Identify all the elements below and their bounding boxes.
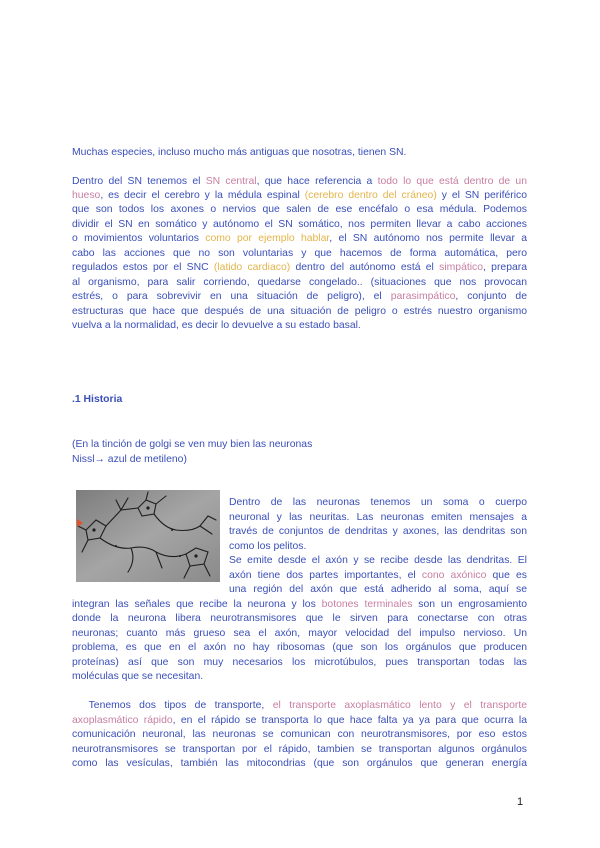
text: integran las señales que recibe la neurona y los [72, 599, 322, 610]
section-heading: .1 Historia [72, 394, 123, 405]
para1-line-2 [72, 189, 527, 204]
para3-line-3: comunicación neuronal, las neuronas se comunican con neurotransmisores, por eso estos [72, 729, 527, 740]
text: regulados estos por el SNC [72, 262, 214, 273]
para2-line-8 [72, 598, 527, 613]
para2-line-12: proteínas) así que son muy necesarios los microtúbulos, pues transportan todas las [72, 657, 527, 668]
highlight: simpático [439, 262, 484, 273]
para2-line-10: neuronas; cuanto más grueso sea el axón, mayor velocidad del impulso nervioso. Un [72, 628, 527, 639]
highlight: botones terminales [321, 599, 413, 610]
highlight: hueso [72, 190, 101, 201]
text: que es [486, 570, 527, 581]
text: o movimientos voluntarios [72, 233, 206, 244]
page-number: 1 [517, 796, 524, 808]
neuron-sketch-icon [76, 490, 220, 582]
para3-line-4: neurotransmisores se transportan por el rápido, tambien se transportan algunos orgánulos [72, 744, 527, 755]
para2-line-5: Se emite desde el axón y se recibe desde las dendritas. El [229, 555, 527, 566]
text: nos permite llevar a [419, 233, 527, 244]
text: dividir el SN en somático y autónomo el [72, 219, 279, 230]
highlight: parasimpático [390, 291, 456, 302]
para3-line-2 [72, 714, 527, 729]
para1-line-6: cabo las acciones que no son voluntarias y que hacemos de forma automática, pero [72, 248, 527, 259]
highlight: (cerebro dentro del cráneo) [304, 190, 437, 201]
text: , conjunto de [455, 291, 527, 302]
text: SN periférico [464, 190, 527, 201]
para2-line-1: Dentro de las neuronas tenemos un soma o cuerpo [229, 497, 527, 508]
text: , el [329, 233, 353, 244]
highlight: cono axónico [421, 570, 487, 581]
text: , nos permiten llevar a cabo acciones [339, 219, 527, 230]
para2-line-11: problema, es que en el axón no hay ribosomas (que son los orgánulos que producen [72, 642, 527, 653]
text: estrés, o para sobrevivir en una situación de peligro), el [72, 291, 391, 302]
para1-line-5 [72, 232, 527, 247]
highlight: todo lo que está dentro de un [377, 176, 527, 187]
para1-line-9 [72, 290, 527, 305]
text: , que hace referencia a [256, 176, 378, 187]
highlight: el transporte axoplasmático lento y el transporte [272, 700, 527, 711]
para1-line-1 [72, 175, 527, 190]
neuron-sketch-image [76, 490, 220, 582]
text: axón tiene dos partes importantes, el [229, 570, 422, 581]
para2-line-4: como los pelitos. [229, 541, 307, 552]
para3-line-1 [72, 699, 527, 714]
para2-line-2: neuronal y las neuritas. Las neuronas emiten mensajes a [229, 512, 527, 523]
highlight: axoplasmático rápido [72, 715, 173, 726]
para2-line-3: través de conjuntos de dendritas y axones, las dendritas son [229, 526, 527, 537]
para2-line-13: moléculas que se necesitan. [72, 671, 204, 682]
text: dentro del autónomo está el [290, 262, 440, 273]
para1-line-11: vuelva a la normalidad, es decir lo devuelve a su estado basal. [72, 320, 361, 331]
text: , en el rápido se transporta lo que hace falta ya ya para que ocurra la [172, 715, 527, 726]
intro-text: Muchas especies, incluso mucho más antiguas que nosotras, tienen SN. [72, 147, 407, 158]
para2-line-6 [229, 569, 527, 584]
highlight: (latido cardiaco) [213, 262, 291, 273]
text: y el [436, 190, 465, 201]
para2-line-7: una región del axón que está adherido al soma, aquí se [229, 584, 527, 595]
para3-line-5: como las vesículas, también las mitocondrias (que son orgánulos que generan energía [72, 758, 527, 769]
text: SN somático [278, 219, 340, 230]
text: son un engrosamiento [412, 599, 528, 610]
para1-line-10: estructuras que hace que después de una situación de peligro o estrés nuestro organismo [72, 306, 527, 317]
para2-line-9: donde la neurona libera neurotransmisores que le sirven para conectarse con otras [72, 613, 527, 624]
text: Tenemos dos tipos de transporte, [72, 700, 273, 711]
text: , prepara [483, 262, 527, 273]
para1-line-3: que son todos los axones o nervios que salen de ese encéfalo o esa médula. Podemos [72, 204, 527, 215]
text: Dentro del SN tenemos el [72, 176, 206, 187]
highlight: SN central [205, 176, 257, 187]
highlight: como por ejemplo hablar [205, 233, 330, 244]
para1-line-7 [72, 261, 527, 276]
note-line-1: (En la tinción de golgi se ven muy bien las neuronas [72, 439, 313, 450]
para1-line-4 [72, 218, 527, 233]
note-line-2: Nissl→ azul de metileno) [72, 454, 187, 465]
text: , es decir el cerebro y la médula espinal [100, 190, 305, 201]
para1-line-8: al organismo, para salir corriendo, quedarse congelado.. (situaciones que nos provocan [72, 277, 527, 288]
red-marker-icon [77, 519, 83, 527]
text: SN autónomo [352, 233, 420, 244]
